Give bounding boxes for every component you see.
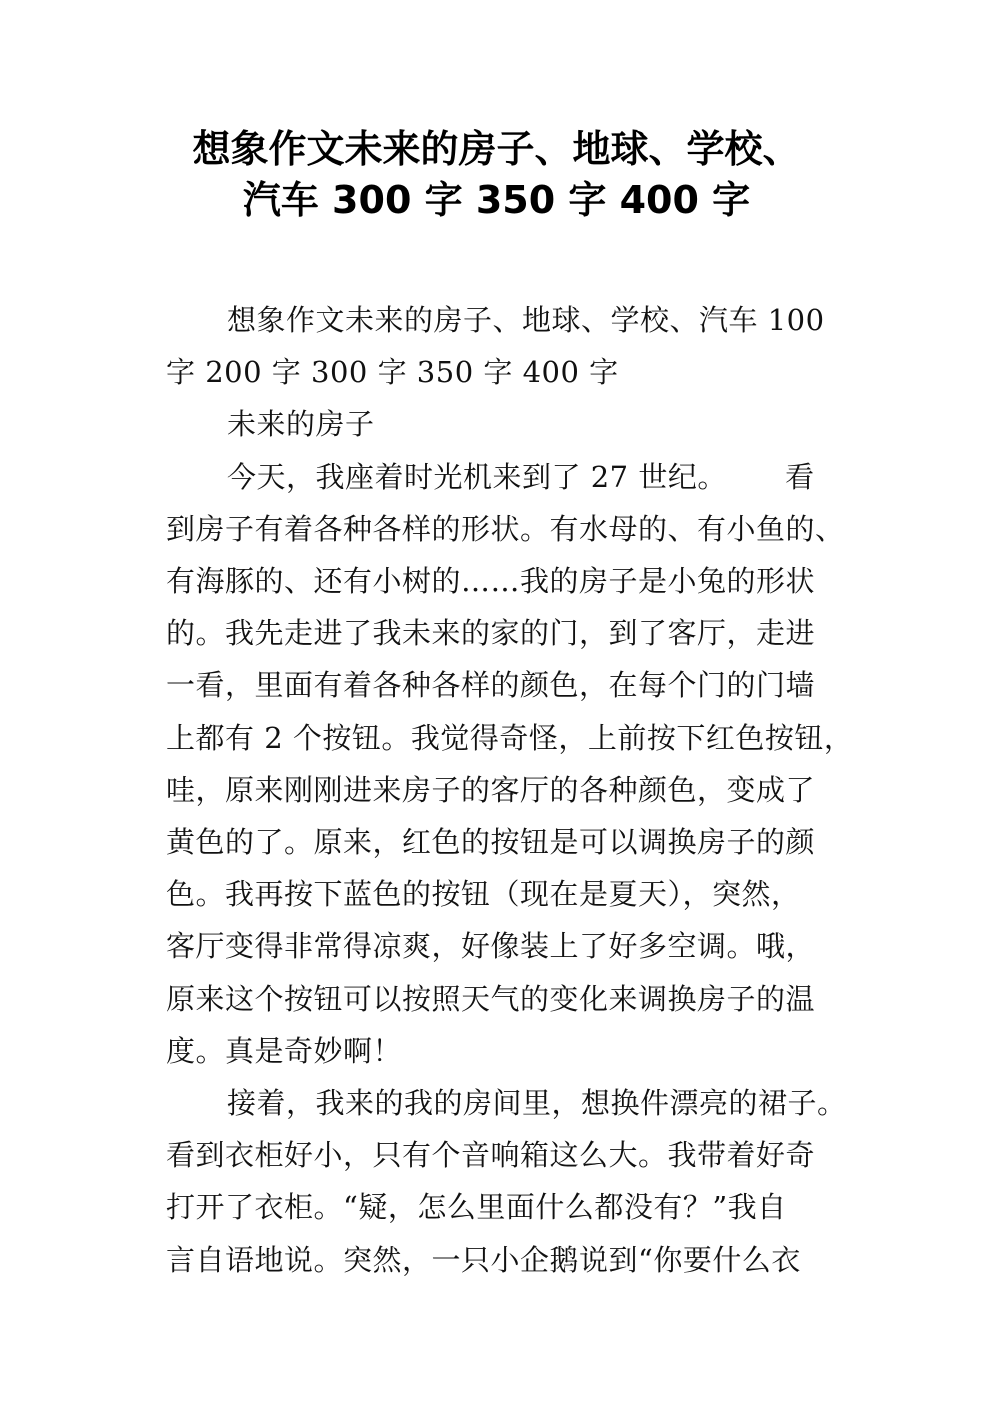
document-title-line-2: 汽车 300 字 350 字 400 字 <box>242 178 751 222</box>
body-text-line: 黄色的了。原来，红色的按钮是可以调换房子的颜 <box>166 825 816 859</box>
body-text-line: 色。我再按下蓝色的按钮（现在是夏天），突然， <box>166 877 801 912</box>
body-text-line: 客厅变得非常得凉爽，好像装上了好多空调。哦， <box>166 929 816 964</box>
body-text-line: 今天，我座着时光机来到了 27 世纪。 看 <box>227 459 815 494</box>
body-text-line: 原来这个按钮可以按照天气的变化来调换房子的温 <box>166 981 816 1016</box>
body-text-line: 的。我先走进了我未来的家的门，到了客厅，走进 <box>166 616 816 651</box>
body-text-line: 未来的房子 <box>227 407 375 442</box>
body-text-line: 想象作文未来的房子、地球、学校、汽车 100 <box>227 303 825 337</box>
body-text-line: 上都有 2 个按钮。我觉得奇怪，上前按下红色按钮， <box>166 720 854 755</box>
document-title-line-1: 想象作文未来的房子、地球、学校、 <box>192 127 801 171</box>
body-text-line: 言自语地说。突然，一只小企鹅说到“你要什么衣 <box>166 1242 801 1277</box>
body-text-line: 一看，里面有着各种各样的颜色，在每个门的门墙 <box>166 668 816 703</box>
body-text-line: 有海豚的、还有小树的……我的房子是小兔的形状 <box>166 564 816 598</box>
body-text-line: 看到衣柜好小，只有个音响箱这么大。我带着好奇 <box>166 1138 816 1173</box>
body-text-line: 度。真是奇妙啊！ <box>166 1033 403 1068</box>
body-text-line: 到房子有着各种各样的形状。有水母的、有小鱼的、 <box>166 511 845 546</box>
body-text-line: 接着，我来的我的房间里，想换件漂亮的裙子。 <box>227 1086 847 1120</box>
body-text-line: 打开了衣柜。“疑，怎么里面什么都没有？”我自 <box>166 1190 787 1225</box>
body-text-line: 哇，原来刚刚进来房子的客厅的各种颜色，变成了 <box>166 772 816 807</box>
body-text-line: 字 200 字 300 字 350 字 400 字 <box>166 355 619 390</box>
